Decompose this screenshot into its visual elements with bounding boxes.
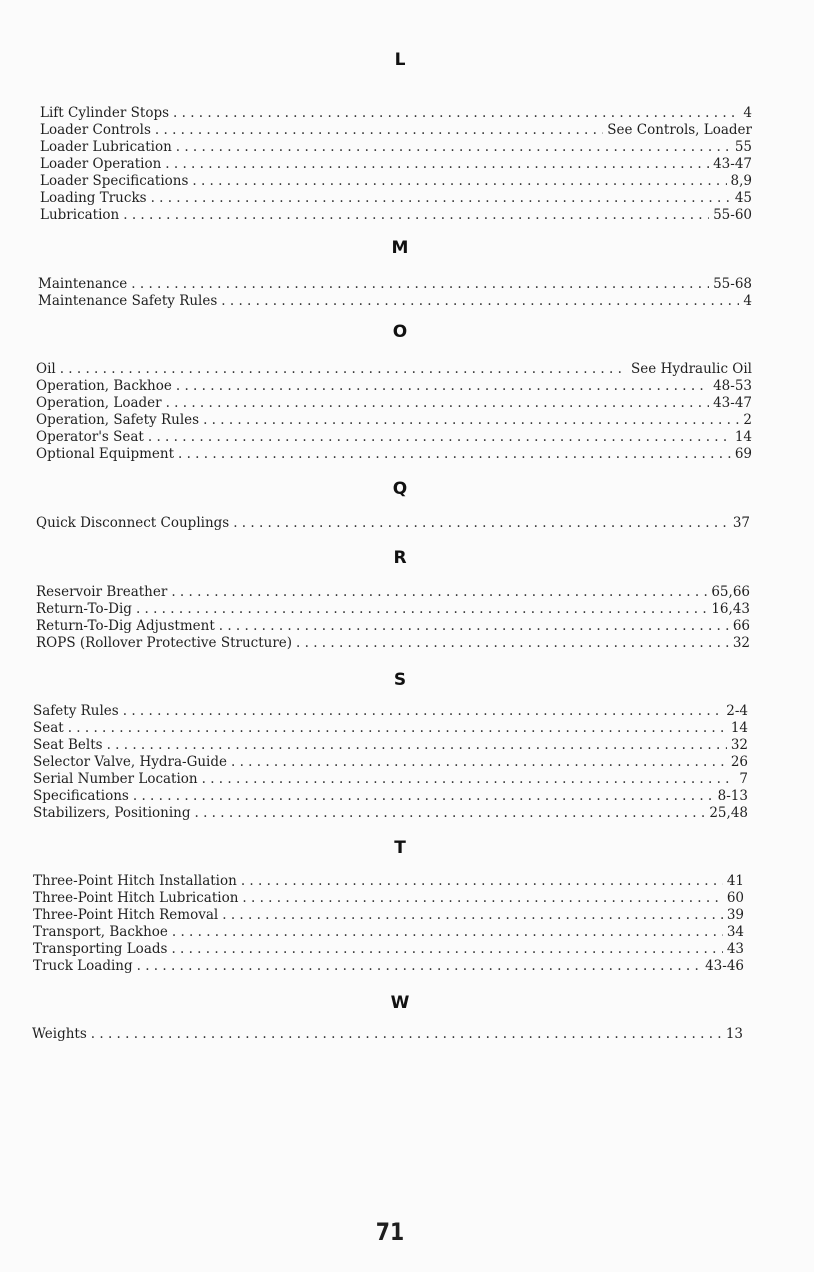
index-term: Optional Equipment: [36, 446, 174, 462]
page-reference: 13: [725, 1026, 743, 1042]
dot-leader: [173, 105, 739, 122]
dot-leader: [60, 361, 627, 378]
index-entry: [40, 105, 752, 122]
index-entry: [33, 720, 748, 737]
dot-leader: [192, 173, 726, 190]
section-letter-r: R: [393, 548, 407, 568]
page-reference: 43-47: [713, 395, 752, 411]
dot-leader: [242, 890, 722, 907]
page-reference: 34: [726, 924, 744, 940]
index-term: Return-To-Dig: [36, 601, 132, 617]
index-entry: [36, 412, 752, 429]
page-reference: 2-4: [726, 703, 748, 719]
dot-leader: [195, 805, 706, 822]
index-term: Reservoir Breather: [36, 584, 168, 600]
index-term: Loader Specifications: [40, 173, 189, 189]
index-entry: [36, 395, 752, 412]
page-reference: 2: [743, 412, 752, 428]
index-term: Safety Rules: [33, 703, 119, 719]
index-entry: [36, 361, 752, 378]
dot-leader: [296, 635, 729, 652]
index-entry: [36, 378, 752, 395]
dot-leader: [233, 515, 729, 532]
dot-leader: [176, 139, 731, 156]
page-reference: 66: [732, 618, 750, 634]
page-reference: 37: [732, 515, 750, 531]
page-reference: 14: [734, 429, 752, 445]
section-letter-s: S: [393, 670, 407, 690]
index-entry: [33, 907, 744, 924]
page-reference: 55-68: [713, 276, 752, 292]
page-number: 71: [375, 1218, 405, 1246]
dot-leader: [123, 207, 709, 224]
page-reference: 4: [743, 293, 752, 309]
dot-leader: [165, 156, 709, 173]
index-term: Weights: [32, 1026, 87, 1042]
index-term: Maintenance Safety Rules: [38, 293, 218, 309]
section-letter-m: M: [391, 238, 409, 258]
page-reference: 16,43: [711, 601, 750, 617]
index-term: ROPS (Rollover Protective Structure): [36, 635, 293, 651]
index-term: Lift Cylinder Stops: [40, 105, 170, 121]
index-term: Three-Point Hitch Removal: [33, 907, 219, 923]
page-reference: 8,9: [730, 173, 752, 189]
index-entry: [36, 446, 752, 463]
index-term: Quick Disconnect Couplings: [36, 515, 230, 531]
page-reference: 8-13: [717, 788, 748, 804]
index-entry: [33, 890, 744, 907]
dot-leader: [171, 941, 722, 958]
page-reference: 55: [734, 139, 752, 155]
index-entry: [40, 139, 752, 156]
page-reference: 14: [730, 720, 748, 736]
section-letter-w: W: [390, 993, 410, 1013]
index-entry: [36, 601, 750, 618]
section-letter-t: T: [394, 838, 406, 858]
index-entry: [33, 941, 744, 958]
index-entry: [40, 156, 752, 173]
dot-leader: [176, 378, 709, 395]
dot-leader: [133, 788, 714, 805]
dot-leader: [222, 907, 723, 924]
dot-leader: [203, 412, 739, 429]
index-term: Transporting Loads: [33, 941, 168, 957]
index-entry: [33, 805, 748, 822]
dot-leader: [148, 429, 731, 446]
index-term: Loading Trucks: [40, 190, 147, 206]
dot-leader: [171, 584, 707, 601]
index-entry: [38, 293, 752, 310]
page-reference: 43-47: [713, 156, 752, 172]
page-reference: 41: [726, 873, 744, 889]
index-term: Stabilizers, Positioning: [33, 805, 191, 821]
index-term: Seat: [33, 720, 64, 736]
index-entry: [40, 190, 752, 207]
page-reference: 48-53: [713, 378, 752, 394]
dot-leader: [151, 190, 731, 207]
index-term: Specifications: [33, 788, 129, 804]
index-term: Selector Valve, Hydra-Guide: [33, 754, 228, 770]
index-entry: [36, 635, 750, 652]
index-entry: [33, 703, 748, 720]
index-entry: [33, 873, 744, 890]
dot-leader: [231, 754, 727, 771]
dot-leader: [172, 924, 723, 941]
index-term: Operation, Backhoe: [36, 378, 172, 394]
index-term: Lubrication: [40, 207, 120, 223]
index-term: Loader Lubrication: [40, 139, 172, 155]
section-letter-o: O: [392, 322, 408, 342]
index-term: Maintenance: [38, 276, 128, 292]
page-reference: 45: [734, 190, 752, 206]
section-letter-q: Q: [392, 479, 408, 499]
page-reference: 4: [743, 105, 752, 121]
page-reference: See Controls, Loader: [607, 122, 752, 138]
page-reference: 55-60: [713, 207, 752, 223]
index-entry: [33, 924, 744, 941]
dot-leader: [91, 1026, 722, 1043]
index-entry: [40, 207, 752, 224]
page-reference: 26: [730, 754, 748, 770]
index-entry: [33, 788, 748, 805]
index-entry: [36, 618, 750, 635]
index-entry: [36, 429, 752, 446]
dot-leader: [241, 873, 723, 890]
dot-leader: [137, 958, 701, 975]
dot-leader: [123, 703, 723, 720]
index-entry: [33, 958, 744, 975]
index-entry: [40, 173, 752, 190]
index-entry: [40, 122, 752, 139]
index-entry: [32, 1026, 743, 1043]
section-letter-l: L: [394, 50, 406, 70]
index-term: Return-To-Dig Adjustment: [36, 618, 215, 634]
page-reference: 7: [739, 771, 748, 787]
index-entry: [33, 737, 748, 754]
page-reference: 25,48: [709, 805, 748, 821]
index-term: Truck Loading: [33, 958, 133, 974]
dot-leader: [68, 720, 727, 737]
dot-leader: [178, 446, 731, 463]
dot-leader: [202, 771, 736, 788]
page-reference: 39: [726, 907, 744, 923]
index-term: Serial Number Location: [33, 771, 198, 787]
page-reference: 69: [734, 446, 752, 462]
page-reference: 65,66: [711, 584, 750, 600]
index-term: Seat Belts: [33, 737, 103, 753]
page-reference: See Hydraulic Oil: [631, 361, 752, 377]
page-reference: 60: [726, 890, 744, 906]
index-term: Three-Point Hitch Installation: [33, 873, 237, 889]
index-term: Loader Controls: [40, 122, 151, 138]
index-term: Three-Point Hitch Lubrication: [33, 890, 239, 906]
index-term: Loader Operation: [40, 156, 162, 172]
dot-leader: [221, 293, 739, 310]
dot-leader: [166, 395, 710, 412]
index-term: Transport, Backhoe: [33, 924, 168, 940]
index-term: Operator's Seat: [36, 429, 144, 445]
index-term: Oil: [36, 361, 56, 377]
index-term: Operation, Safety Rules: [36, 412, 200, 428]
index-entry: [36, 584, 750, 601]
dot-leader: [219, 618, 729, 635]
index-entry: [33, 754, 748, 771]
dot-leader: [107, 737, 727, 754]
index-entry: [36, 515, 750, 532]
dot-leader: [131, 276, 709, 293]
index-term: Operation, Loader: [36, 395, 162, 411]
index-entry: [33, 771, 748, 788]
dot-leader: [155, 122, 603, 139]
page-reference: 43-46: [705, 958, 744, 974]
page-reference: 43: [726, 941, 744, 957]
page-reference: 32: [732, 635, 750, 651]
page-reference: 32: [730, 737, 748, 753]
dot-leader: [136, 601, 707, 618]
index-entry: [38, 276, 752, 293]
